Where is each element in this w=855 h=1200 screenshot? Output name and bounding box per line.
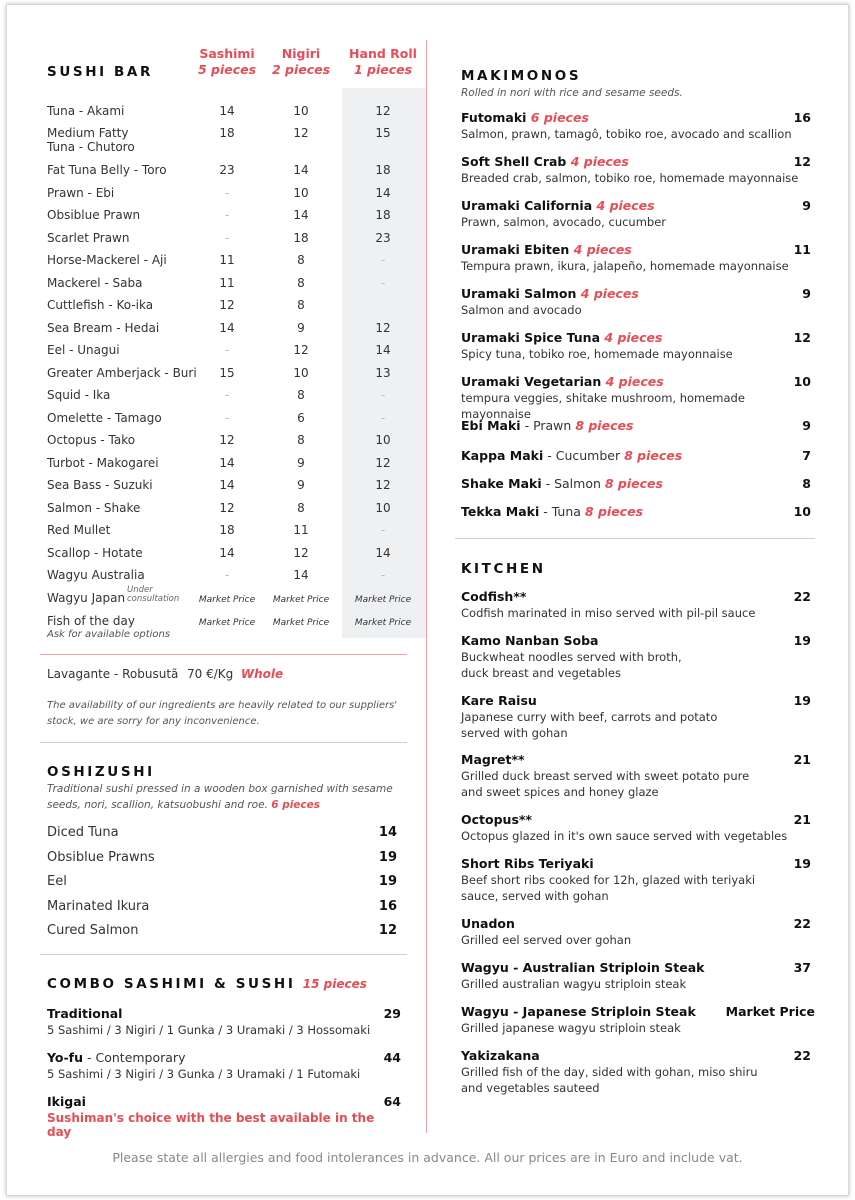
hand-roll-price: 23 (375, 231, 391, 245)
oshizushi-item (47, 874, 397, 889)
makimono-item (461, 286, 811, 318)
item-name: Squid - Ika (47, 388, 111, 402)
item-name: Medium Fatty Tuna - Chutoro (47, 126, 135, 154)
item-price: 16 (378, 898, 397, 914)
item-name: Fish of the day (47, 614, 135, 628)
hand-roll-price: 14 (375, 546, 391, 560)
ask-options-note: Ask for available options (47, 629, 171, 640)
item-name: Ikigai (47, 1094, 86, 1109)
item-price: 19 (793, 633, 811, 648)
sashimi-price: - (224, 208, 230, 222)
item-name: Cured Salmon (47, 923, 139, 938)
kitchen-item (461, 812, 811, 844)
kitchen-item (461, 633, 811, 681)
piece-count: 8 pieces (584, 504, 644, 519)
item-name: Kamo Nanban Soba (461, 633, 599, 648)
nigiri-price: 14 (293, 163, 309, 177)
item-name: Salmon - Shake (47, 501, 141, 515)
consultation-note: Under consultation (127, 585, 180, 604)
item-name: Prawn - Ebi (47, 186, 115, 200)
item-description: Prawn, salmon, avocado, cucumber (461, 215, 667, 229)
item-description: Codfish marinated in miso served with pil-pil sauce (461, 606, 756, 620)
item-description: Grilled eel served over gohan (461, 933, 632, 947)
combo-heading (47, 1006, 401, 1021)
kitchen-title: KITCHEN (461, 561, 546, 577)
column-header-nigiri: Nigiri 2 pieces (271, 46, 331, 77)
piece-count: 6 pieces (530, 110, 589, 125)
item-name: Kare Raisu (461, 693, 537, 708)
item-name: Uramaki Ebiten (461, 242, 570, 257)
sashimi-price: - (224, 411, 230, 425)
makimono-item (461, 330, 811, 362)
item-price: 9 (802, 418, 811, 433)
item-price: 12 (793, 154, 811, 169)
nigiri-price: 8 (297, 253, 305, 267)
sushi-bar-title: SUSHI BAR (47, 64, 153, 80)
item-subtitle: - Prawn (520, 418, 576, 433)
kitchen-item (461, 960, 811, 992)
item-price: 16 (793, 110, 811, 125)
sashimi-price: Market Price (198, 618, 256, 628)
item-name: Soft Shell Crab (461, 154, 567, 169)
item-name: Tuna - Akami (47, 104, 125, 118)
item-description: Buckwheat noodles served with broth, duck breast and vegetables (461, 650, 682, 680)
nigiri-price: 8 (297, 298, 305, 312)
item-name: Horse-Mackerel - Aji (47, 253, 167, 267)
makimono-item (461, 476, 811, 492)
sashimi-price: 11 (219, 253, 235, 267)
item-heading (461, 476, 811, 492)
makimonos-title: MAKIMONOS (461, 68, 582, 84)
item-description: tempura veggies, shitake mushroom, homemade mayonnaise (461, 391, 745, 421)
item-name: Wagyu - Australian Striploin Steak (461, 960, 705, 975)
lavagante-name: Lavagante - Robusutã (47, 667, 179, 681)
piece-count: 8 pieces (575, 418, 634, 433)
piece-count: 4 pieces (580, 286, 639, 301)
item-name: Omelette - Tamago (47, 411, 162, 425)
item-subtitle: - Contemporary (83, 1050, 186, 1065)
nigiri-price: 11 (293, 523, 309, 537)
kitchen-item (461, 916, 811, 948)
makimono-item (461, 110, 811, 142)
section-rule (40, 742, 407, 743)
oshizushi-item (47, 923, 397, 938)
column-header-hand-roll: Hand Roll 1 pieces (349, 46, 417, 77)
hand-roll-price: 13 (375, 366, 391, 380)
item-heading (461, 198, 811, 214)
hand-roll-price: - (380, 388, 386, 402)
sashimi-price: 14 (219, 478, 235, 492)
nigiri-price: 12 (293, 546, 309, 560)
item-heading (461, 242, 811, 258)
nigiri-price: 8 (297, 388, 305, 402)
hand-roll-price: 12 (375, 456, 391, 470)
item-price: 10 (793, 374, 811, 389)
makimono-item (461, 504, 811, 520)
allergy-footer: Please state all allergies and food intolerances in advance. All our prices are in Euro and include vat. (112, 1150, 743, 1165)
makimono-item (461, 418, 811, 434)
sashimi-price: 15 (219, 366, 235, 380)
item-name: Ebi Maki (461, 418, 521, 433)
hand-roll-price: 10 (375, 501, 391, 515)
item-name: Marinated Ikura (47, 898, 150, 914)
sashimi-price: - (224, 568, 230, 582)
item-name: Wagyu Japan (47, 591, 126, 605)
item-price: 22 (793, 589, 811, 604)
makimono-item (461, 242, 811, 274)
item-description: Grilled australian wagyu striploin steak (461, 977, 687, 991)
item-price: 19 (793, 856, 811, 871)
combo-item (47, 1006, 401, 1037)
item-heading (461, 418, 811, 434)
hand-roll-price: 12 (375, 104, 391, 118)
item-name: Fat Tuna Belly - Toro (47, 163, 167, 177)
item-name: Diced Tuna (47, 825, 119, 840)
nigiri-price: 12 (293, 343, 309, 357)
sashimi-price: - (224, 186, 230, 200)
sashimi-price: 11 (219, 276, 235, 290)
item-description: 5 Sashimi / 3 Nigiri / 3 Gunka / 3 Uramaki / 1 Futomaki (47, 1067, 361, 1081)
item-name: Yo-fu (47, 1050, 84, 1065)
item-name: Sea Bass - Suzuki (47, 478, 153, 492)
sashimi-price: - (224, 231, 230, 245)
item-price: 19 (793, 693, 811, 708)
column-divider (426, 40, 427, 1133)
sashimi-price: - (224, 343, 230, 357)
nigiri-price: Market Price (272, 618, 330, 628)
item-name: Short Ribs Teriyaki (461, 856, 594, 871)
item-name: Uramaki California (461, 198, 593, 213)
lavagante-row (47, 667, 284, 681)
item-price: 7 (802, 448, 811, 463)
section-rule (40, 654, 407, 655)
item-heading (461, 110, 811, 126)
sashimi-price: 23 (219, 163, 235, 177)
nigiri-price: 8 (297, 433, 305, 447)
nigiri-price: 9 (297, 456, 305, 470)
hand-roll-price: - (380, 253, 386, 267)
nigiri-price: 14 (293, 208, 309, 222)
makimono-item (461, 374, 811, 422)
item-price: 9 (802, 286, 811, 301)
item-name: Greater Amberjack - Buri (47, 366, 197, 380)
sashimi-price: 18 (219, 126, 235, 140)
item-name: Turbot - Makogarei (47, 456, 159, 470)
hand-roll-price: 15 (375, 126, 391, 140)
sashimi-price: Market Price (198, 595, 256, 605)
section-rule (40, 954, 407, 955)
item-name: Futomaki (461, 110, 527, 125)
item-price: 22 (793, 916, 811, 931)
item-name: Tekka Maki (461, 504, 540, 519)
item-name: Obsiblue Prawn (47, 208, 141, 222)
item-price: 29 (383, 1006, 401, 1021)
nigiri-price: 9 (297, 478, 305, 492)
makimonos-subtitle: Rolled in nori with rice and sesame seeds. (461, 87, 683, 99)
item-price: Market Price (725, 1004, 815, 1019)
sashimi-price: 14 (219, 546, 235, 560)
oshizushi-title: OSHIZUSHI (47, 764, 155, 780)
nigiri-price: 10 (293, 186, 309, 200)
kitchen-item (461, 1048, 811, 1096)
oshizushi-item (47, 825, 397, 840)
item-heading (461, 448, 811, 464)
nigiri-price: Market Price (272, 595, 330, 605)
oshizushi-item (47, 850, 397, 865)
hand-roll-price: - (380, 568, 386, 582)
makimono-item (461, 448, 811, 464)
item-name: Yakizakana (461, 1048, 540, 1063)
hand-roll-price: - (380, 411, 386, 425)
hand-roll-price: 12 (375, 321, 391, 335)
item-price: 19 (378, 874, 397, 889)
item-name: Uramaki Salmon (461, 286, 577, 301)
item-price: 14 (378, 825, 397, 840)
item-price: 10 (793, 504, 811, 519)
item-name: Shake Maki (461, 476, 542, 491)
item-description: 5 Sashimi / 3 Nigiri / 1 Gunka / 3 Uramaki / 3 Hossomaki (47, 1023, 371, 1037)
item-subtitle: - Tuna (539, 504, 585, 519)
item-name: Kappa Maki (461, 448, 544, 463)
piece-count: 4 pieces (604, 330, 663, 345)
item-name: Scallop - Hotate (47, 546, 143, 560)
sashimi-price: 12 (219, 433, 235, 447)
item-heading (461, 504, 811, 520)
item-name: Mackerel - Saba (47, 276, 143, 290)
availability-note: The availability of our ingredients are heavily related to our suppliers' stock, we are sorry for any inconvenience. (47, 700, 398, 727)
sashimi-price: 12 (219, 298, 235, 312)
item-price: 19 (378, 849, 397, 865)
sashimi-price: 12 (219, 501, 235, 515)
sashimi-price: 14 (219, 321, 235, 335)
item-heading (461, 154, 811, 170)
item-subtitle: - Cucumber (543, 448, 625, 463)
item-price: 44 (383, 1050, 401, 1065)
item-name: Uramaki Vegetarian (461, 374, 602, 389)
nigiri-price: 6 (297, 411, 305, 425)
hand-roll-price: 14 (375, 186, 391, 200)
combo-item (47, 1094, 401, 1139)
sashimi-price: - (224, 388, 230, 402)
combo-title: COMBO SASHIMI & SUSHI 15 pieces (47, 976, 367, 992)
item-description: Spicy tuna, tobiko roe, homemade mayonnaise (461, 347, 733, 361)
item-price: 8 (802, 476, 811, 491)
piece-count: 4 pieces (573, 242, 632, 257)
hand-roll-price: 10 (375, 433, 391, 447)
nigiri-price: 8 (297, 501, 305, 515)
combo-heading (47, 1094, 401, 1109)
hand-roll-price: 14 (375, 343, 391, 357)
item-price: 12 (793, 330, 811, 345)
kitchen-item (461, 752, 811, 800)
item-name: Octopus** (461, 812, 532, 827)
item-description: Beef short ribs cooked for 12h, glazed with teriyaki sauce, served with gohan (461, 873, 756, 903)
item-heading (461, 286, 811, 302)
column-header-sashimi: Sashimi 5 pieces (197, 46, 257, 77)
item-heading (461, 330, 811, 346)
item-price: 11 (793, 242, 811, 257)
item-description: Japanese curry with beef, carrots and potato served with gohan (461, 710, 718, 740)
nigiri-price: 8 (297, 276, 305, 290)
piece-count: 4 pieces (605, 374, 664, 389)
item-description: Salmon and avocado (461, 303, 582, 317)
item-price: 21 (793, 752, 811, 767)
item-name: Scarlet Prawn (47, 231, 130, 245)
piece-count: 8 pieces (624, 448, 683, 463)
item-price: 22 (793, 1048, 811, 1063)
kitchen-item (461, 693, 811, 741)
item-price: 64 (383, 1094, 401, 1109)
hand-roll-price: Market Price (354, 595, 412, 605)
hand-roll-price: Market Price (354, 618, 412, 628)
combo-heading (47, 1050, 401, 1065)
item-description: Octopus glazed in it's own sauce served with vegetables (461, 829, 788, 843)
hand-roll-price: 18 (375, 163, 391, 177)
kitchen-item (461, 856, 811, 904)
nigiri-price: 14 (293, 568, 309, 582)
nigiri-price: 18 (293, 231, 309, 245)
item-name: Eel - Unagui (47, 343, 120, 357)
item-price: 37 (793, 960, 811, 975)
item-description: Salmon, prawn, tamagô, tobiko roe, avocado and scallion (461, 127, 792, 141)
sashimi-price: 14 (219, 104, 235, 118)
item-name: Obsiblue Prawns (47, 849, 155, 865)
nigiri-price: 10 (293, 104, 309, 118)
kitchen-item (461, 589, 811, 621)
item-name: Red Mullet (47, 523, 111, 537)
item-description: Grilled fish of the day, sided with gohan, miso shiru and vegetables sauteed (461, 1065, 758, 1095)
item-description: Breaded crab, salmon, tobiko roe, homemade mayonnaise (461, 171, 799, 185)
item-name: Octopus - Tako (47, 433, 136, 447)
item-heading (461, 374, 811, 390)
item-name: Sea Bream - Hedai (47, 321, 160, 335)
item-price: 12 (378, 923, 397, 938)
lavagante-price: 70 €/Kg Whole (187, 667, 284, 681)
item-name: Uramaki Spice Tuna (461, 330, 601, 345)
piece-count: 8 pieces (604, 476, 663, 491)
oshizushi-item (47, 899, 397, 914)
item-name: Codfish** (461, 589, 527, 604)
hand-roll-price: 18 (375, 208, 391, 222)
nigiri-price: 12 (293, 126, 309, 140)
section-rule (455, 538, 815, 539)
item-subtitle: - Salmon (541, 476, 605, 491)
nigiri-price: 9 (297, 321, 305, 335)
hand-roll-price: - (380, 523, 386, 537)
item-description: Grilled duck breast served with sweet potato pure and sweet spices and honey glaze (461, 769, 750, 799)
item-price: 21 (793, 812, 811, 827)
nigiri-price: 10 (293, 366, 309, 380)
item-name: Magret** (461, 752, 525, 767)
item-description: Grilled japanese wagyu striploin steak (461, 1021, 681, 1035)
piece-count: 4 pieces (570, 154, 629, 169)
combo-item (47, 1050, 401, 1081)
item-name: Wagyu - Japanese Striploin Steak (461, 1004, 696, 1019)
kitchen-item (461, 1004, 815, 1036)
item-name: Eel (47, 874, 67, 889)
makimono-item (461, 198, 811, 230)
hand-roll-price: - (380, 276, 386, 290)
item-name: Wagyu Australia (47, 568, 145, 582)
item-name: Traditional (47, 1006, 123, 1021)
item-description: Tempura prawn, ikura, jalapeño, homemade mayonnaise (461, 259, 789, 273)
sashimi-price: 18 (219, 523, 235, 537)
item-price: 9 (802, 198, 811, 213)
item-name: Cuttlefish - Ko-ika (47, 298, 154, 312)
piece-count: 4 pieces (596, 198, 655, 213)
item-description: Sushiman's choice with the best available in the day (47, 1111, 375, 1139)
hand-roll-price: 12 (375, 478, 391, 492)
item-name: Unadon (461, 916, 515, 931)
oshizushi-description: Traditional sushi pressed in a wooden box garnished with sesame seeds, nori, scallion, katsuobushi and roe. 6 pieces (47, 783, 393, 811)
makimono-item (461, 154, 811, 186)
sashimi-price: 14 (219, 456, 235, 470)
